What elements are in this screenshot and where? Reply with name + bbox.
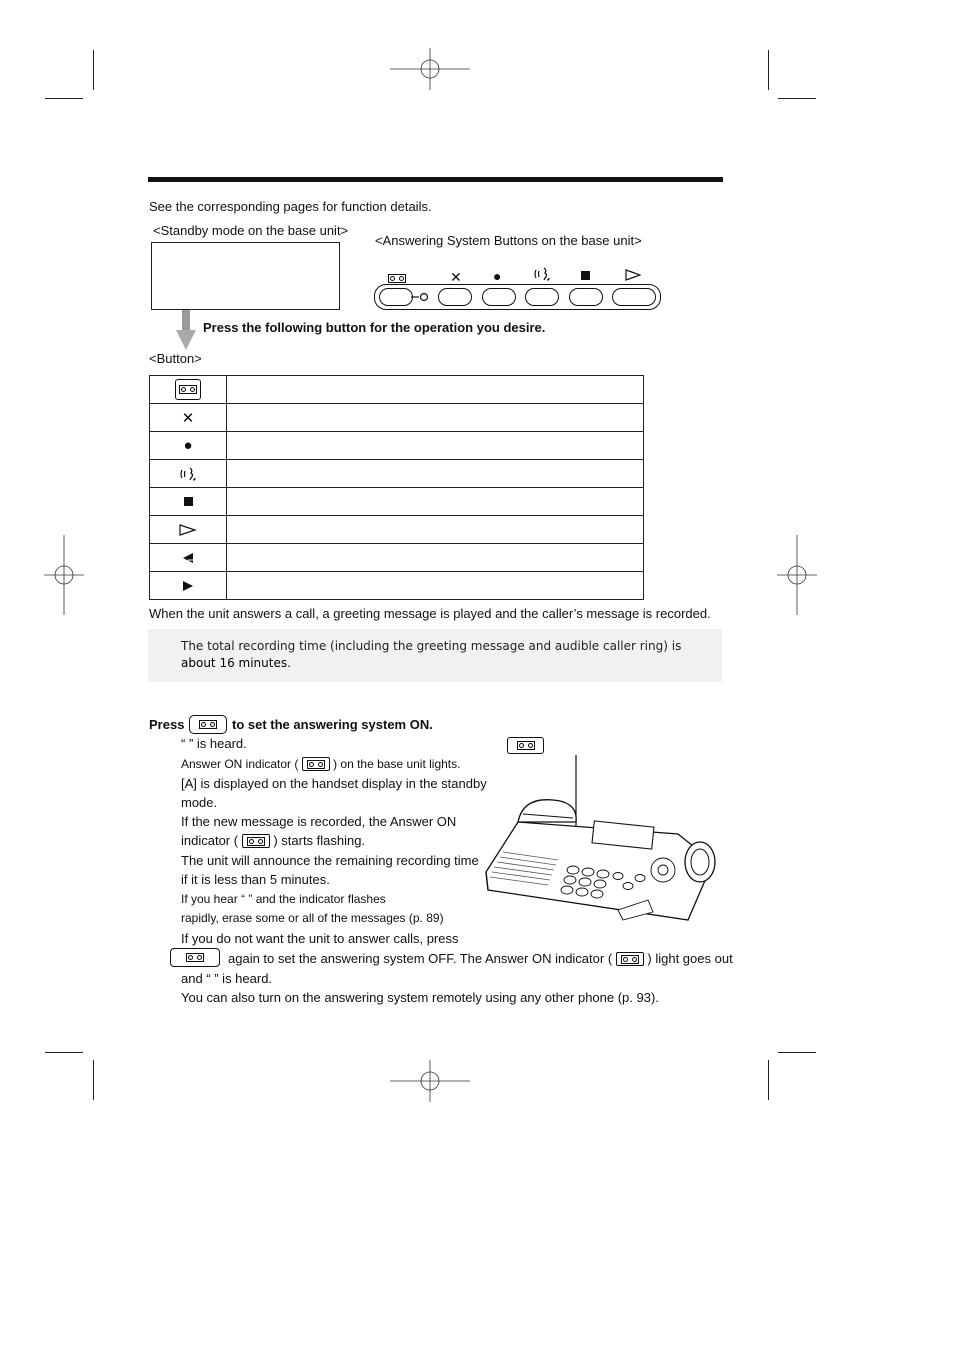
play-icon	[179, 523, 197, 537]
table-cell	[150, 488, 227, 516]
record-icon: ●	[493, 268, 502, 284]
play-icon	[625, 268, 641, 282]
intro-text: See the corresponding pages for function details.	[149, 199, 432, 214]
table-cell	[150, 572, 227, 600]
answer-on-indicator-icon	[616, 952, 644, 966]
table-cell	[150, 432, 227, 460]
answer-on-button-icon	[189, 715, 227, 734]
answer-on-indicator-icon	[242, 834, 270, 848]
body-line: If you hear “ ” and the indicator flashes	[181, 892, 386, 906]
body-line: “ ” is heard.	[181, 736, 247, 751]
table-row	[150, 488, 644, 516]
answer-on-icon	[388, 274, 406, 283]
body-line: mode.	[181, 795, 218, 810]
table-cell	[227, 488, 644, 516]
crop-mark	[93, 50, 94, 90]
table-cell	[150, 376, 227, 404]
answer-on-button[interactable]	[379, 288, 413, 306]
skip-forward-icon	[181, 580, 195, 592]
greeting-icon	[533, 266, 551, 282]
body-line: You can also turn on the answering system remotely using any other phone (p. 93).	[181, 990, 659, 1005]
standby-label: <Standby mode on the base unit>	[153, 223, 349, 238]
table-cell	[227, 572, 644, 600]
body-line	[181, 756, 460, 772]
skip-back-icon	[181, 552, 195, 564]
registration-mark-icon	[390, 1060, 470, 1102]
table-cell	[227, 432, 644, 460]
crop-mark	[778, 1052, 816, 1053]
body-line-part: again to set the answering system OFF. The Answer ON indicator (	[228, 951, 613, 966]
button-table	[149, 375, 644, 600]
table-row	[150, 572, 644, 600]
body-line: If you do not want the unit to answer calls, press	[181, 931, 459, 946]
body-line: and “ ” is heard.	[181, 971, 273, 986]
stop-button[interactable]	[569, 288, 603, 306]
body-line-part: indicator (	[181, 833, 239, 848]
erase-button[interactable]	[438, 288, 472, 306]
table-cell	[150, 460, 227, 488]
answering-buttons-label: <Answering System Buttons on the base unit>	[375, 233, 642, 248]
crop-mark	[778, 98, 816, 99]
base-unit-illustration	[478, 752, 723, 927]
registration-mark-icon	[44, 535, 84, 615]
step-press-label: Press	[149, 717, 185, 732]
erase-icon: ✕	[450, 269, 462, 285]
down-arrow-icon	[176, 310, 196, 350]
header-rule	[148, 177, 723, 182]
note-text-part: The total recording time (including the greeting message and audible caller ring) is	[181, 639, 682, 653]
table-cell	[150, 544, 227, 572]
play-button[interactable]	[612, 288, 656, 306]
table-cell	[227, 544, 644, 572]
note-emphasis: about 16 minutes	[181, 656, 288, 670]
table-row	[150, 376, 644, 404]
body-line-part: ) on the base unit lights.	[333, 757, 461, 771]
crop-mark	[45, 98, 83, 99]
body-line-part: Answer ON indicator (	[181, 757, 299, 771]
answer-intro-text: When the unit answers a call, a greeting message is played and the caller’s message is recorded.	[149, 606, 711, 621]
note-text	[181, 638, 711, 672]
body-line: rapidly, erase some or all of the messages (p. 89)	[181, 911, 444, 925]
table-cell	[227, 404, 644, 432]
instruction-text: Press the following button for the operation you desire.	[203, 320, 546, 335]
body-line: If the new message is recorded, the Answer ON	[181, 814, 457, 829]
erase-icon: ✕	[181, 409, 195, 427]
table-cell	[227, 376, 644, 404]
greeting-icon	[179, 466, 197, 482]
answer-on-button-icon	[170, 948, 220, 967]
stop-icon	[581, 271, 590, 280]
body-line-part: ) light goes out	[647, 951, 733, 966]
body-line: [A] is displayed on the handset display in the standby	[181, 776, 487, 791]
answer-on-icon	[175, 379, 201, 400]
body-line: The unit will announce the remaining recording time	[181, 853, 479, 868]
crop-mark	[768, 1060, 769, 1100]
table-cell	[150, 404, 227, 432]
stop-icon	[184, 497, 193, 506]
registration-mark-icon	[390, 48, 470, 90]
body-line	[228, 951, 733, 967]
table-row	[150, 460, 644, 488]
crop-mark	[45, 1052, 83, 1053]
table-row	[150, 404, 644, 432]
record-button[interactable]	[482, 288, 516, 306]
crop-mark	[93, 1060, 94, 1100]
table-row	[150, 432, 644, 460]
crop-mark	[768, 50, 769, 90]
button-heading: <Button>	[149, 351, 202, 366]
table-row	[150, 544, 644, 572]
greeting-button[interactable]	[525, 288, 559, 306]
table-cell	[150, 516, 227, 544]
body-line	[181, 833, 365, 849]
table-row	[150, 516, 644, 544]
body-line-part: ) starts flashing.	[273, 833, 366, 848]
body-line: if it is less than 5 minutes.	[181, 872, 330, 887]
registration-mark-icon	[777, 535, 817, 615]
note-text-part: .	[287, 656, 291, 670]
answer-on-indicator-icon	[302, 757, 330, 771]
record-icon: ●	[183, 437, 193, 454]
indicator-light-icon	[411, 290, 431, 304]
standby-display	[151, 242, 340, 310]
step-action-label: to set the answering system ON.	[232, 717, 433, 732]
table-cell	[227, 460, 644, 488]
table-cell	[227, 516, 644, 544]
